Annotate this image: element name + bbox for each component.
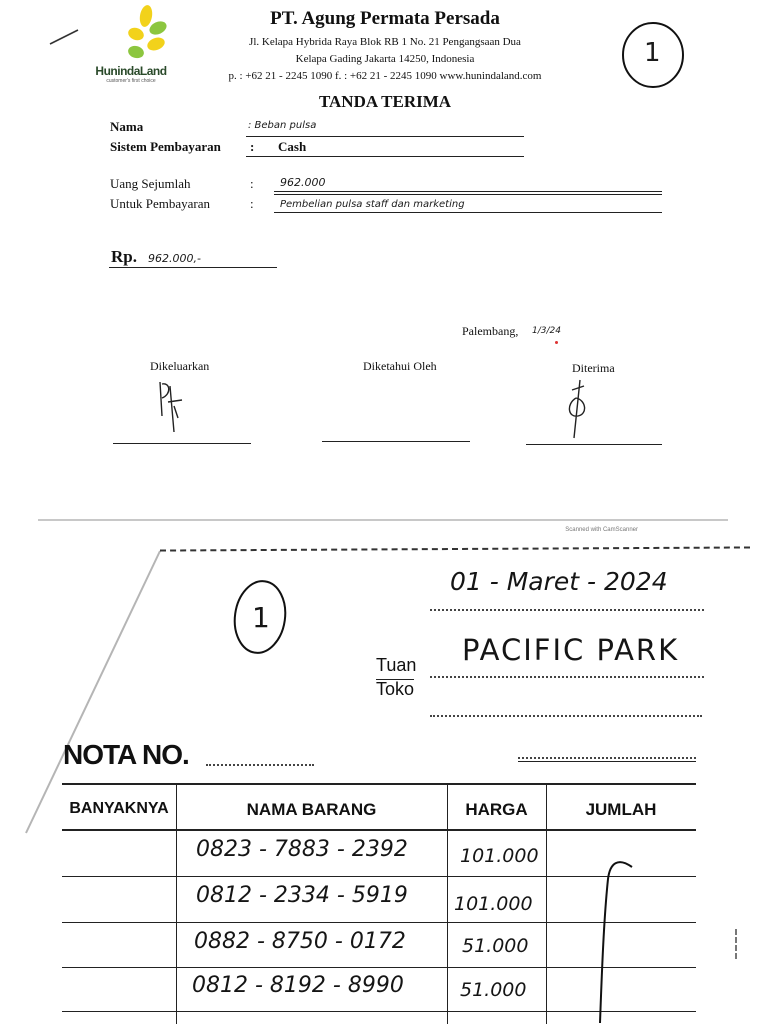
company-contact: p. : +62 21 - 2245 1090 f. : +62 21 - 2245 1090 www.hunindaland.com xyxy=(228,70,542,82)
rp-underline xyxy=(109,267,277,268)
uang-label: Uang Sejumlah xyxy=(110,176,191,191)
nama-underline xyxy=(246,136,524,137)
uang-underline-1 xyxy=(274,191,662,192)
col-header-banyaknya: BANYAKNYA xyxy=(69,800,169,817)
row-4-nama: 0812 - 8192 - 8990 xyxy=(192,973,404,998)
right-underline xyxy=(518,761,696,762)
nota-no-label: NOTA NO. xyxy=(63,739,189,770)
diketahui-label: Diketahui Oleh xyxy=(363,359,437,373)
nama-value: : Beban pulsa xyxy=(248,120,317,131)
signature-line-diterima xyxy=(526,444,662,445)
untuk-underline xyxy=(274,212,662,213)
toko-dotted-line xyxy=(430,715,702,717)
sistem-underline xyxy=(246,156,524,157)
uang-value: 962.000 xyxy=(280,176,326,189)
signature-diterima-icon xyxy=(562,378,596,442)
sistem-colon: : xyxy=(250,139,255,154)
place-label: Palembang, xyxy=(462,324,519,338)
row-1-nama: 0823 - 7883 - 2392 xyxy=(196,837,408,862)
nama-label: Nama xyxy=(110,119,144,134)
nota-sheet xyxy=(0,521,768,1024)
tuan-label: Tuan xyxy=(376,655,417,675)
company-address-line1: Jl. Kelapa Hybrida Raya Blok RB 1 No. 21 Pengangsaan Dua xyxy=(249,36,521,48)
date-dotted-line xyxy=(430,609,704,611)
logo-tagline: customer's first choice xyxy=(106,78,156,84)
untuk-label: Untuk Pembayaran xyxy=(110,196,211,211)
tuan-value: PACIFIC PARK xyxy=(462,633,680,667)
col-header-jumlah: JUMLAH xyxy=(585,800,657,819)
toko-label: Toko xyxy=(376,679,415,699)
uang-colon: : xyxy=(250,176,254,191)
row-3-harga: 51.000 xyxy=(462,935,529,957)
sistem-label: Sistem Pembayaran xyxy=(110,139,221,154)
diterima-label: Diterima xyxy=(572,361,615,375)
col-header-nama-barang: NAMA BARANG xyxy=(246,800,377,819)
row-2-harga: 101.000 xyxy=(454,893,533,915)
dikeluarkan-label: Dikeluarkan xyxy=(150,359,210,373)
signature-line-diketahui xyxy=(322,441,470,442)
untuk-value: Pembelian pulsa staff dan marketing xyxy=(280,199,465,210)
row-4-harga: 51.000 xyxy=(460,979,527,1001)
page-number: 1 xyxy=(644,38,661,68)
sistem-value: Cash xyxy=(278,139,307,154)
top-dashed-line xyxy=(160,546,750,551)
company-address-line2: Kelapa Gading Jakarta 14250, Indonesia xyxy=(295,53,475,65)
uang-underline-2 xyxy=(274,194,662,195)
camscanner-watermark: Scanned with CamScanner xyxy=(565,527,638,533)
row-2-nama: 0812 - 2334 - 5919 xyxy=(196,883,408,908)
signature-dikeluarkan-icon xyxy=(152,376,192,436)
document-title: TANDA TERIMA xyxy=(318,92,452,111)
untuk-colon: : xyxy=(250,196,254,211)
row-1-harga: 101.000 xyxy=(460,845,539,867)
margin-mark xyxy=(735,929,739,959)
tuan-dotted-line xyxy=(430,676,704,678)
nota-no-dotted-line xyxy=(206,764,314,766)
red-ink-dot xyxy=(555,341,558,344)
table-top-border xyxy=(62,783,696,785)
company-name: PT. Agung Permata Persada xyxy=(270,8,500,29)
table-header-border xyxy=(62,829,696,831)
jumlah-bracket-mark xyxy=(588,857,638,1024)
rp-label: Rp. xyxy=(111,247,137,266)
paper-edge-line xyxy=(20,549,170,839)
row-3-nama: 0882 - 8750 - 0172 xyxy=(194,929,406,954)
right-dotted-line xyxy=(518,757,696,759)
nota-page-number: 1 xyxy=(252,601,270,634)
nota-date: 01 - Maret - 2024 xyxy=(450,567,668,596)
logo-wordmark: HunindaLand xyxy=(95,64,167,78)
col-header-harga: HARGA xyxy=(465,800,528,819)
receipt-date: 1/3/24 xyxy=(532,326,561,336)
signature-line-dikeluarkan xyxy=(113,443,251,444)
rp-value: 962.000,- xyxy=(148,252,201,265)
